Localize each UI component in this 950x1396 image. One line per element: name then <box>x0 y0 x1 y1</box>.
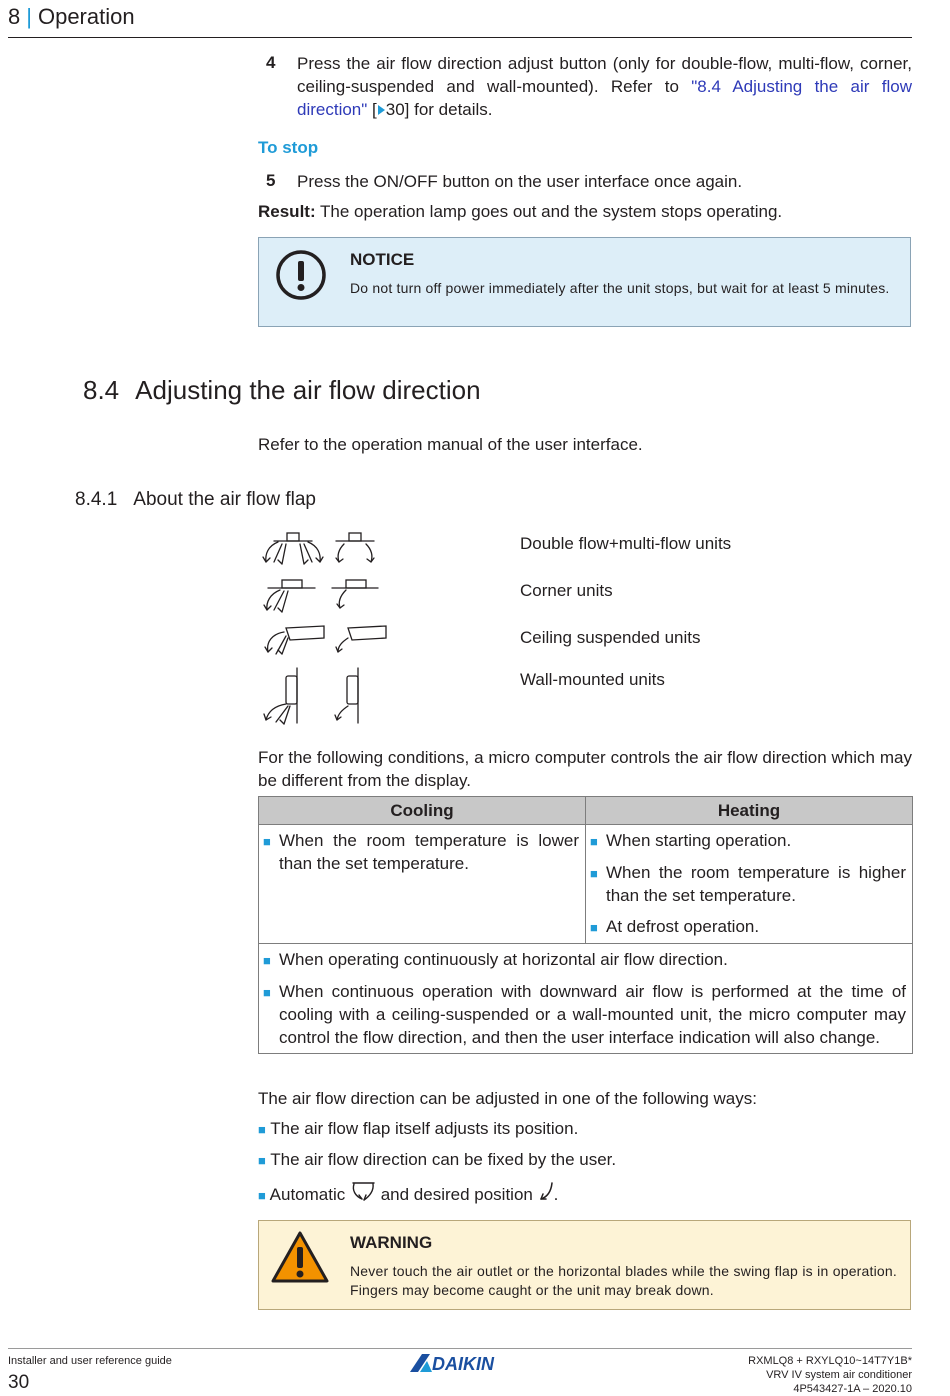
corner-swing-diagram <box>264 580 315 612</box>
bullet-icon: ■ <box>263 953 271 968</box>
footer-product: VRV IV system air conditioner <box>766 1369 912 1381</box>
notice-title: NOTICE <box>350 250 415 269</box>
ref-page: 30] for details. <box>385 100 493 119</box>
section-heading <box>83 375 481 406</box>
table-row <box>259 944 913 1054</box>
section-number: 8.4 <box>83 375 120 405</box>
warning-box <box>258 1220 911 1310</box>
list-item: ■ When operating continuously at horizontal air flow direction. <box>263 948 906 972</box>
chapter-number: 8 <box>8 4 21 29</box>
warning-triangle-icon <box>270 1230 330 1289</box>
header-divider <box>8 37 912 38</box>
subsection-title: About the air flow flap <box>133 489 316 510</box>
bullet-icon: ■ <box>258 1122 266 1137</box>
result-line <box>258 200 782 223</box>
subsection-heading <box>75 489 316 511</box>
result-text: The operation lamp goes out and the system stops operating. <box>315 202 783 221</box>
bullet-icon: ■ <box>263 985 271 1000</box>
section-link[interactable]: "8.4 Adjusting the air flow direction" <box>297 77 912 119</box>
adjust-intro: The air flow direction can be adjusted in one of the following ways: <box>258 1089 757 1108</box>
unit-type-label: Ceiling suspended units <box>520 628 701 647</box>
bullet-icon: ■ <box>590 866 598 881</box>
notice-box <box>258 237 911 327</box>
footer-model: RXMLQ8 + RXYLQ10~14T7Y1B* <box>748 1355 912 1367</box>
double-flow-fixed-diagram <box>336 533 374 562</box>
ceiling-swing-diagram <box>265 626 324 654</box>
header-separator: | <box>26 4 32 29</box>
list-item: ■ When the room temperature is lower than the set temperature. <box>263 831 579 873</box>
cooling-cell <box>259 825 586 944</box>
flap-diagrams <box>260 528 395 733</box>
list-item: ■ At defrost operation. <box>590 915 906 939</box>
wall-swing-diagram <box>264 668 297 724</box>
swing-flap-icon <box>350 1180 376 1208</box>
step-5-number: 5 <box>266 171 276 190</box>
unit-type-label: Wall-mounted units <box>520 670 665 689</box>
table-row <box>259 825 913 944</box>
ceiling-fixed-diagram <box>336 626 386 652</box>
footer-guide-title: Installer and user reference guide <box>8 1355 172 1367</box>
table-header-heating: Heating <box>586 797 913 825</box>
ref-open: [ <box>367 100 377 119</box>
page-number: 30 <box>8 1372 30 1393</box>
notice-text: Do not turn off power immediately after the unit stops, but wait for at least 5 minutes. <box>350 280 890 296</box>
step-5-text: Press the ON/OFF button on the user interface once again. <box>297 172 743 191</box>
footer-product-info <box>748 1354 912 1396</box>
list-item: ■ The air flow direction can be fixed by the user. <box>258 1150 617 1169</box>
list-item: ■ When the room temperature is higher than the set temperature. <box>590 863 906 905</box>
unit-type-label: Double flow+multi-flow units <box>520 534 732 553</box>
list-item: ■ When starting operation. <box>590 829 906 853</box>
step-4-text <box>297 52 912 122</box>
step-4-text-before: Press the air flow direction adjust button (only for double-flow, multi-flow, corner, ceiling-suspended and wall-mounted). Refer to <box>297 54 912 96</box>
bullet-icon: ■ <box>263 834 271 849</box>
chapter-title: Operation <box>37 4 135 29</box>
wall-fixed-diagram <box>335 668 358 723</box>
to-stop-heading: To stop <box>258 138 319 157</box>
page-header <box>8 4 135 30</box>
both-modes-cell <box>259 944 913 1054</box>
conditions-table <box>258 796 913 1054</box>
warning-title: WARNING <box>350 1233 433 1252</box>
list-item: ■ Automatic and desired position . <box>258 1180 558 1208</box>
corner-fixed-diagram <box>332 580 378 608</box>
logo-wordmark: DAIKIN <box>432 1354 494 1374</box>
bullet-icon: ■ <box>590 834 598 849</box>
double-flow-swing-diagram <box>263 533 323 564</box>
warning-text: Never touch the air outlet or the horizontal blades while the swing flap is in operation. Fingers may become caught or the unit may break down. <box>350 1263 897 1298</box>
exclamation-circle-icon <box>275 249 327 306</box>
table-header-row <box>259 797 913 825</box>
list-item: ■ The air flow flap itself adjusts its position. <box>258 1119 579 1138</box>
section-title: Adjusting the air flow direction <box>135 375 481 405</box>
result-label: Result: <box>258 202 316 221</box>
daikin-logo <box>408 1352 514 1379</box>
section-intro: Refer to the operation manual of the user interface. <box>258 435 643 454</box>
heating-cell <box>586 825 913 944</box>
play-arrow-icon <box>377 99 386 122</box>
bullet-icon: ■ <box>258 1188 266 1203</box>
subsection-number: 8.4.1 <box>75 489 118 510</box>
fixed-flap-icon <box>538 1180 554 1208</box>
list-item: ■ When continuous operation with downward air flow is performed at the time of cooling with a ceiling-suspended or a wall-mounted unit, the micro computer may control the flow direction, and then the user interface indication will also change. <box>263 982 906 1047</box>
table-header-cooling: Cooling <box>259 797 586 825</box>
conditions-intro: For the following conditions, a micro computer controls the air flow direction which may be different from the display. <box>258 748 912 790</box>
step-4-number: 4 <box>266 53 276 72</box>
bullet-icon: ■ <box>258 1153 266 1168</box>
footer-divider <box>8 1348 912 1349</box>
bullet-icon: ■ <box>590 920 598 935</box>
footer-doc-number: 4P543427-1A – 2020.10 <box>793 1383 912 1395</box>
unit-type-label: Corner units <box>520 581 613 600</box>
